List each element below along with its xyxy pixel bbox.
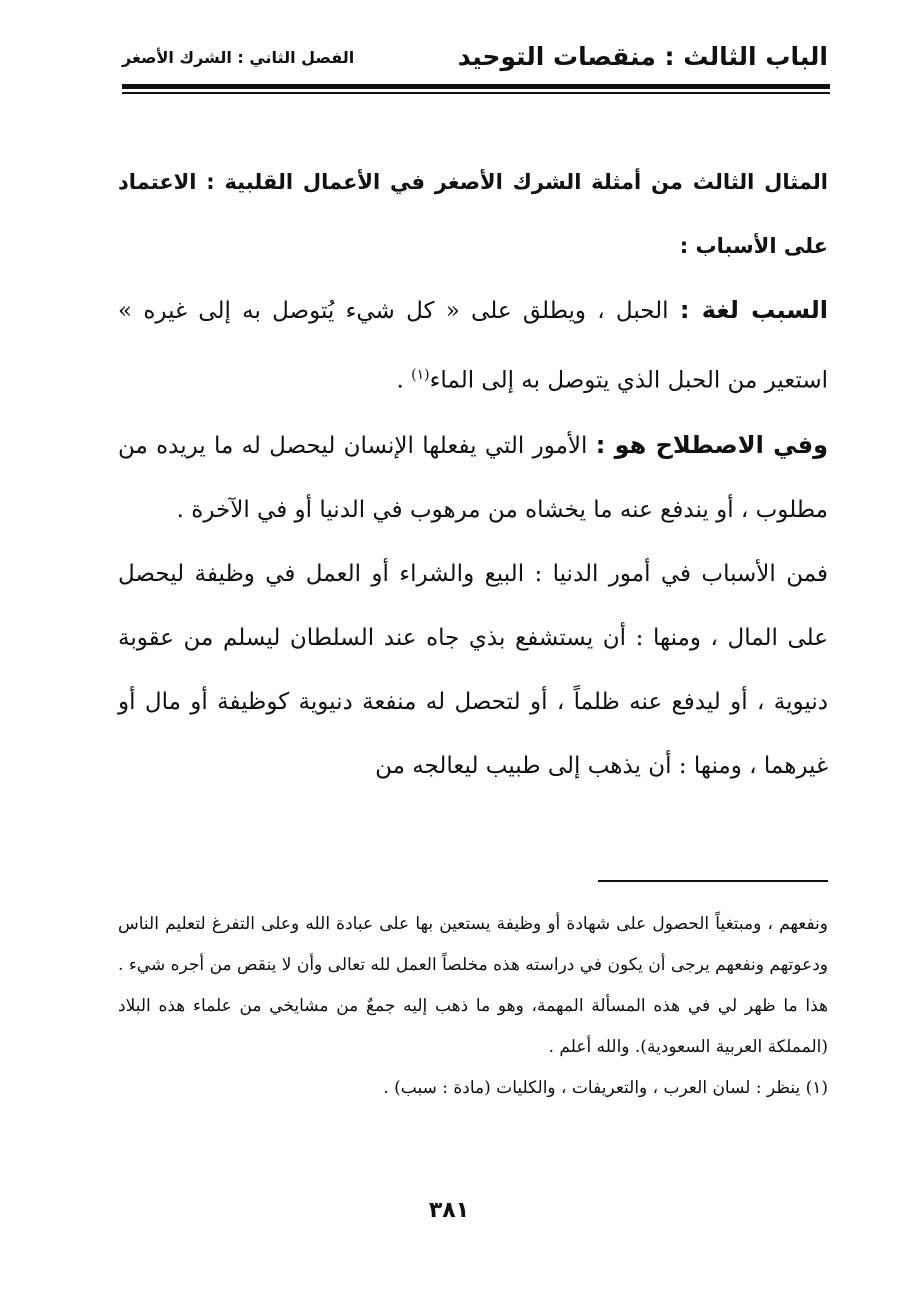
footnote-separator [598,880,828,882]
term-technical: وفي الاصطلاح هو : [595,430,829,459]
header-rule-thick [122,84,830,89]
linguistic-definition-text: الحبل ، ويطلق على « كل شيء يُتوصل به إلى غيره » استعير من الحبل الذي يتوصل به إلى الماء [118,298,828,394]
paragraph-worldly-causes: فمن الأسباب في أمور الدنيا : البيع والشراء أو العمل في وظيفة ليحصل على المال ، ومنها : أن يستشفع بذي جاه عند السلطان ليسلم من عقوبة دنيوية ، أو ليدفع عنه ظلماً ، أو لتحصل له منفعة دنيوية كوظيفة أو مال أو غيرهما ، ومنها : أن يذهب إلى طبيب ليعالجه من [118,560,828,779]
linguistic-definition-end: . [396,367,412,394]
section-title: الفصل الثاني : الشرك الأصغر [122,48,355,67]
footnote-continuation: ونفعهم ، ومبتغياً الحصول على شهادة أو وظيفة يستعين بها على عبادة الله وعلى التفرغ لتعليم الناس ودعوتهم ونفعهم يرجى أن يكون في دراسته هذه مخلصاً العمل لله تعالى وأن لا ينقص من أجره شيء . هذا ما ظهر لي في هذه المسألة المهمة، وهو ما ذهب إليه جمعٌ من مشايخي من علماء هذه البلاد (المملكة العربية السعودية). والله أعلم . [118,914,828,1057]
running-header [122,40,828,80]
footnotes [118,904,828,1108]
technical-definition-text: الأمور التي يفعلها الإنسان ليحصل له ما يريده من مطلوب ، أو يندفع عنه ما يخشاه من مرهوب في الدنيا أو في الآخرة . [118,432,828,523]
paragraph-linguistic-definition [118,278,828,413]
footnote-1: (١) ينظر : لسان العرب ، والتعريفات ، والكليات (مادة : سبب) . [383,1078,828,1098]
term-linguistic: السبب لغة : [679,296,828,324]
paragraph-technical-definition [118,413,828,542]
main-text [118,150,828,798]
chapter-title: الباب الثالث : منقصات التوحيد [457,42,828,71]
example-heading: المثال الثالث من أمثلة الشرك الأصغر في الأعمال القلبية : الاعتماد على الأسباب : [118,170,828,258]
footnote-ref-1: (١) [411,367,430,383]
header-rule-thin [122,92,830,94]
page-number: ٣٨١ [428,1198,470,1223]
